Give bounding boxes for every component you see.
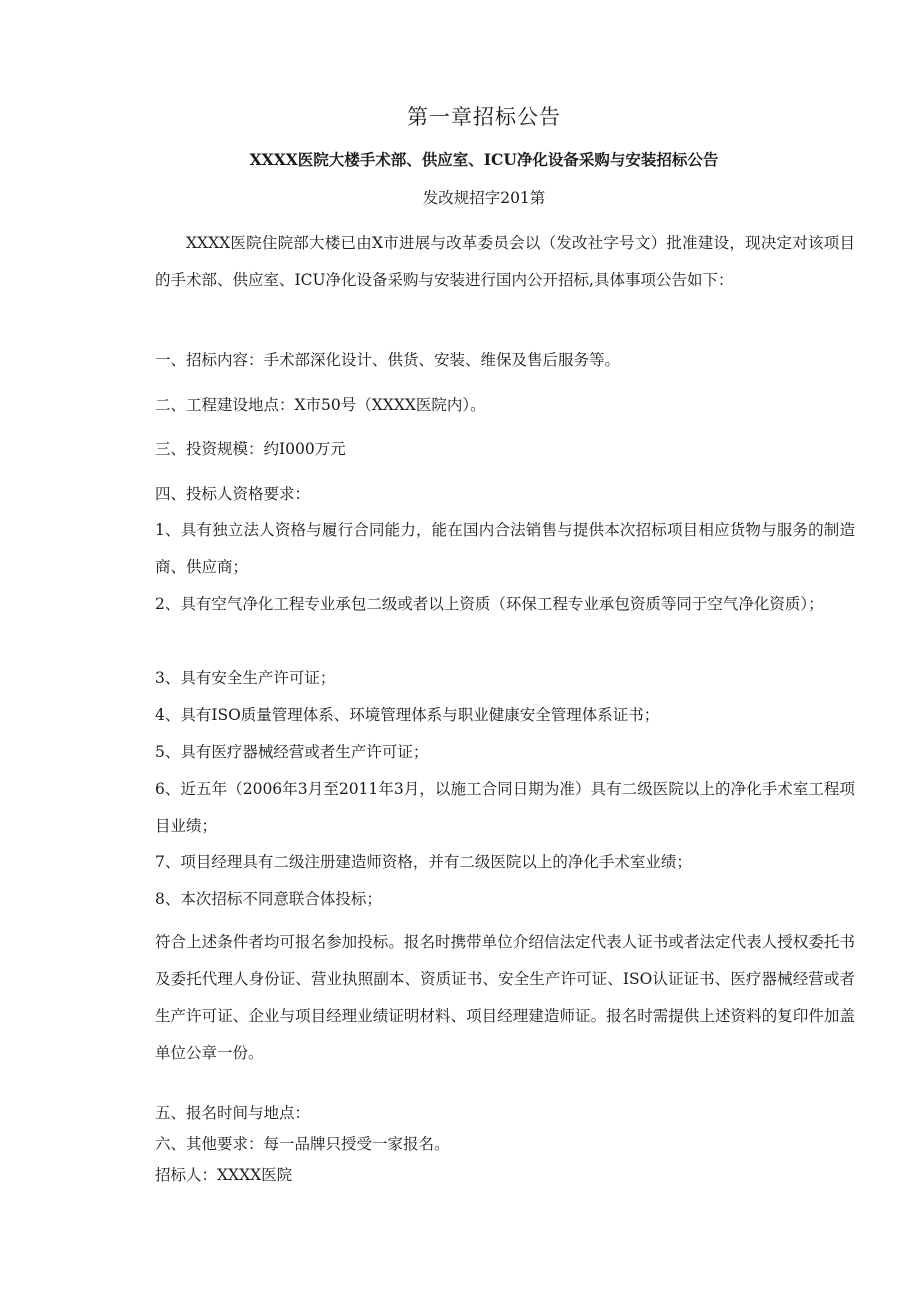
- requirement-item: 4、具有ISO质量管理体系、环境管理体系与职业健康安全管理体系证书；: [155, 706, 660, 724]
- intro-paragraph: XXXX医院住院部大楼已由X市进展与改革委员会以（发改社字号文）批准建设，现决定对该项目的手术部、供应室、ICU净化设备采购与安装进行国内公开招标,具体事项公告如下：: [155, 234, 855, 289]
- section-bidder-qualifications: 四、投标人资格要求：: [155, 485, 311, 503]
- requirement-item: 8、本次招标不同意联合体投标；: [155, 890, 382, 908]
- requirement-item: 2、具有空气净化工程专业承包二级或者以上资质（环保工程专业承包资质等同于空气净化资质）；: [155, 595, 824, 613]
- section-registration-time-place: 五、报名时间与地点：: [155, 1104, 311, 1122]
- requirement-item: 6、近五年（2006年3月至2011年3月，以施工合同日期为准）具有二级医院以上的净化手术室工程项目业绩；: [155, 780, 855, 835]
- section-investment-scale: 三、投资规模：约I000万元: [155, 440, 346, 458]
- requirement-item: 7、项目经理具有二级注册建造师资格，并有二级医院以上的净化手术室业绩；: [155, 853, 692, 871]
- section-other-requirements: 六、其他要求：每一品牌只授受一家报名。: [155, 1135, 450, 1153]
- requirement-item: 3、具有安全生产许可证；: [155, 669, 336, 687]
- registration-note: 符合上述条件者均可报名参加投标。报名时携带单位介绍信法定代表人证书或者法定代表人授权委托书及委托代理人身份证、营业执照副本、资质证书、安全生产许可证、ISO认证证书、医疗器械经营或者生产许可证、企业与项目经理业绩证明材料、项目经理建造师证。报名时需提供上述资料的复印件加盖单位公章一份。: [155, 933, 855, 1062]
- requirement-item: 1、具有独立法人资格与履行合同能力，能在国内合法销售与提供本次招标项目相应货物与服务的制造商、供应商；: [155, 521, 855, 576]
- requirement-item: 5、具有医疗器械经营或者生产许可证；: [155, 743, 429, 761]
- tenderer-line: 招标人：XXXX医院: [155, 1166, 293, 1184]
- section-tender-content: 一、招标内容：手术部深化设计、供货、安装、维保及售后服务等。: [155, 351, 621, 369]
- chapter-title: 第一章招标公告: [407, 105, 561, 129]
- announcement-title: XXXX医院大楼手术部、供应室、ICU净化设备采购与安装招标公告: [249, 150, 719, 169]
- document-number: 发改规招字201第: [422, 189, 546, 207]
- section-construction-site: 二、工程建设地点：X市50号（XXXX医院内）。: [155, 396, 486, 414]
